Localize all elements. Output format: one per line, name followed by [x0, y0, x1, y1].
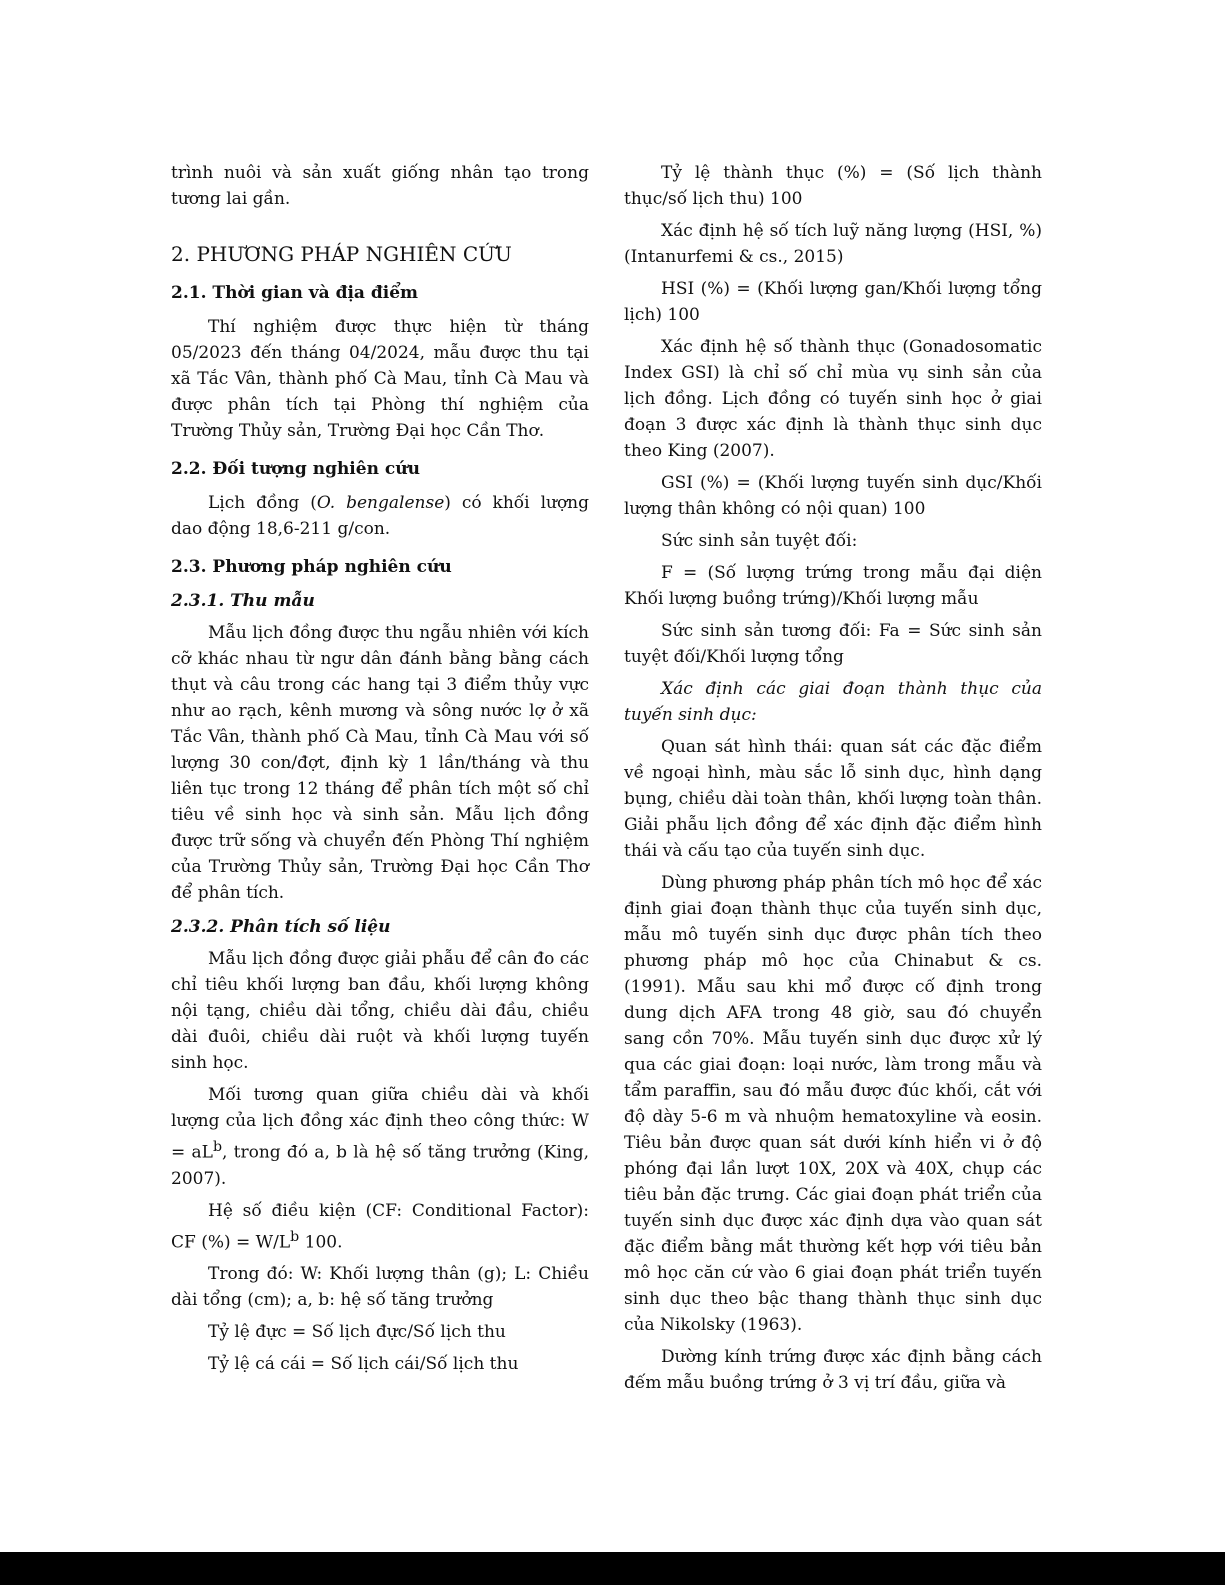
paragraph-dissection: Mẫu lịch đồng được giải phẫu để cân đo các chỉ tiêu khối lượng ban đầu, khối lượng không nội tạng, chiều dài tổng, chiều dài đầu, chiều dài đuôi, chiều dài ruột và khối lượng tuyến sinh học.	[171, 949, 589, 1073]
subsection-heading-method: 2.3. Phương pháp nghiên cứu	[171, 557, 452, 577]
paragraph-morphology: Quan sát hình thái: quan sát các đặc điểm về ngoại hình, màu sắc lỗ sinh dục, hình dạng bụng, chiều dài toàn thân, khối lượng toàn thân. Giải phẫu lịch đồng để xác định đặc điểm hình thái và cấu tạo của tuyến sinh dục.	[624, 737, 1042, 861]
paragraph-relative-fecundity: Sức sinh sản tương đối: Fa = Sức sinh sản tuyệt đối/Khối lượng tổng	[624, 621, 1042, 667]
paragraph-length-weight-formula: Mối tương quan giữa chiều dài và khối lượng của lịch đồng xác định theo công thức: $W = aL^b$, trong đó a, b là hệ số tăng trưởng (King, 2007).	[171, 1085, 589, 1189]
paragraph-histology: Dùng phương pháp phân tích mô học để xác định giai đoạn thành thục của tuyến sinh dục, mẫu mô tuyến sinh dục được phân tích theo phương pháp mô học của Chinabut & cs. (1991). Mẫu sau khi mổ được cố định trong dung dịch AFA trong 48 giờ, sau đó chuyển sang cồn 70%. Mẫu tuyến sinh dục được xử lý qua các giai đoạn: loại nước, làm trong mẫu và tẩm paraffin, sau đó mẫu được đúc khối, cắt với độ dày 5-6 m và nhuộm hematoxyline và eosin. Tiêu bản được quan sát dưới kính hiển vi ở độ phóng đại lần lượt 10X, 20X và 40X, chụp các tiêu bản đặc trưng. Các giai đoạn phát triển của tuyến sinh dục được xác định dựa vào quan sát đặc điểm bằng mắt thường kết hợp với tiêu bản mô học căn cứ vào 6 giai đoạn phát triển tuyến sinh dục theo bậc thang thành thục sinh dục của Nikolsky (1963).	[624, 873, 1042, 1335]
species-name: O. bengalense	[316, 493, 445, 513]
left-column	[171, 160, 589, 1383]
paragraph-absolute-fecundity-label: Sức sinh sản tuyệt đối:	[661, 531, 858, 551]
section-heading-methods: 2. PHƯƠNG PHÁP NGHIÊN CỨU	[171, 242, 512, 266]
paragraph-male-ratio: Tỷ lệ đực = Số lịch đực/Số lịch thu	[208, 1322, 506, 1343]
paragraph-maturity-ratio: Tỷ lệ thành thục (%) = (Số lịch thành thục/số lịch thu) 100	[624, 163, 1042, 209]
paragraph-gsi-formula: GSI (%) = (Khối lượng tuyến sinh dục/Khối lượng thân không có nội quan) 100	[624, 473, 1042, 519]
subsubsection-heading-data-analysis: 2.3.2. Phân tích số liệu	[171, 917, 391, 937]
paragraph-time-place: Thí nghiệm được thực hiện từ tháng 05/2023 đến tháng 04/2024, mẫu được thu tại xã Tắc Vân, thành phố Cà Mau, tỉnh Cà Mau và được phân tích tại Phòng thí nghiệm của Trường Thủy sản, Trường Đại học Cần Thơ.	[171, 317, 589, 441]
paragraph-condition-factor: Hệ số điều kiện (CF: Conditional Factor): CF (%) = $W/L^b$ 100.	[171, 1200, 589, 1253]
paragraph-subject: Lịch đồng (O. bengalense) có khối lượng dao động 18,6-211 g/con.	[171, 493, 590, 539]
subsection-heading-time-place: 2.1. Thời gian và địa điểm	[171, 283, 419, 303]
paragraph-absolute-fecundity-formula: F = (Số lượng trứng trong mẫu đại diện Khối lượng buồng trứng)/Khối lượng mẫu	[624, 563, 1042, 609]
page-bottom-bar	[0, 1552, 1225, 1585]
paragraph-hsi-formula: HSI (%) = (Khối lượng gan/Khối lượng tổng lịch) 100	[624, 279, 1042, 325]
subsection-heading-subject: 2.2. Đối tượng nghiên cứu	[171, 459, 420, 479]
paragraph-female-ratio: Tỷ lệ cá cái = Số lịch cái/Số lịch thu	[208, 1354, 519, 1375]
right-column	[624, 160, 1042, 1402]
subsubsection-heading-sampling: 2.3.1. Thu mẫu	[171, 591, 315, 611]
paragraph-gsi-intro: Xác định hệ số thành thục (Gonadosomatic Index GSI) là chỉ số chỉ mùa vụ sinh sản của lịch đồng. Lịch đồng có tuyến sinh học ở giai đoạn 3 được xác định là thành thục sinh dục theo King (2007).	[624, 337, 1042, 461]
paragraph-hsi-intro: Xác định hệ số tích luỹ năng lượng (HSI, %) (Intanurfemi & cs., 2015)	[624, 221, 1042, 267]
paragraph-variable-definitions: Trong đó: W: Khối lượng thân (g); L: Chiều dài tổng (cm); a, b: hệ số tăng trưởng	[171, 1264, 589, 1311]
paragraph-sampling: Mẫu lịch đồng được thu ngẫu nhiên với kích cỡ khác nhau từ ngư dân đánh bằng bằng cách thụt và câu trong các hang tại 3 điểm thủy vực như ao rạch, kênh mương và sông nước lợ ở xã Tắc Vân, thành phố Cà Mau, tỉnh Cà Mau với số lượng 30 con/đợt, định kỳ 1 lần/tháng và thu liên tục trong 12 tháng để phân tích một số chỉ tiêu về sinh học và sinh sản. Mẫu lịch đồng được trữ sống và chuyển đến Phòng Thí nghiệm của Trường Thủy sản, Trường Đại học Cần Thơ để phân tích.	[171, 623, 589, 903]
intro-continuation: trình nuôi và sản xuất giống nhân tạo trong tương lai gần.	[171, 163, 589, 209]
paragraph-maturity-stages-heading: Xác định các giai đoạn thành thục của tuyến sinh dục:	[624, 679, 1042, 725]
paragraph-egg-diameter: Dường kính trứng được xác định bằng cách đếm mẫu buồng trứng ở 3 vị trí đầu, giữa và	[624, 1347, 1042, 1393]
